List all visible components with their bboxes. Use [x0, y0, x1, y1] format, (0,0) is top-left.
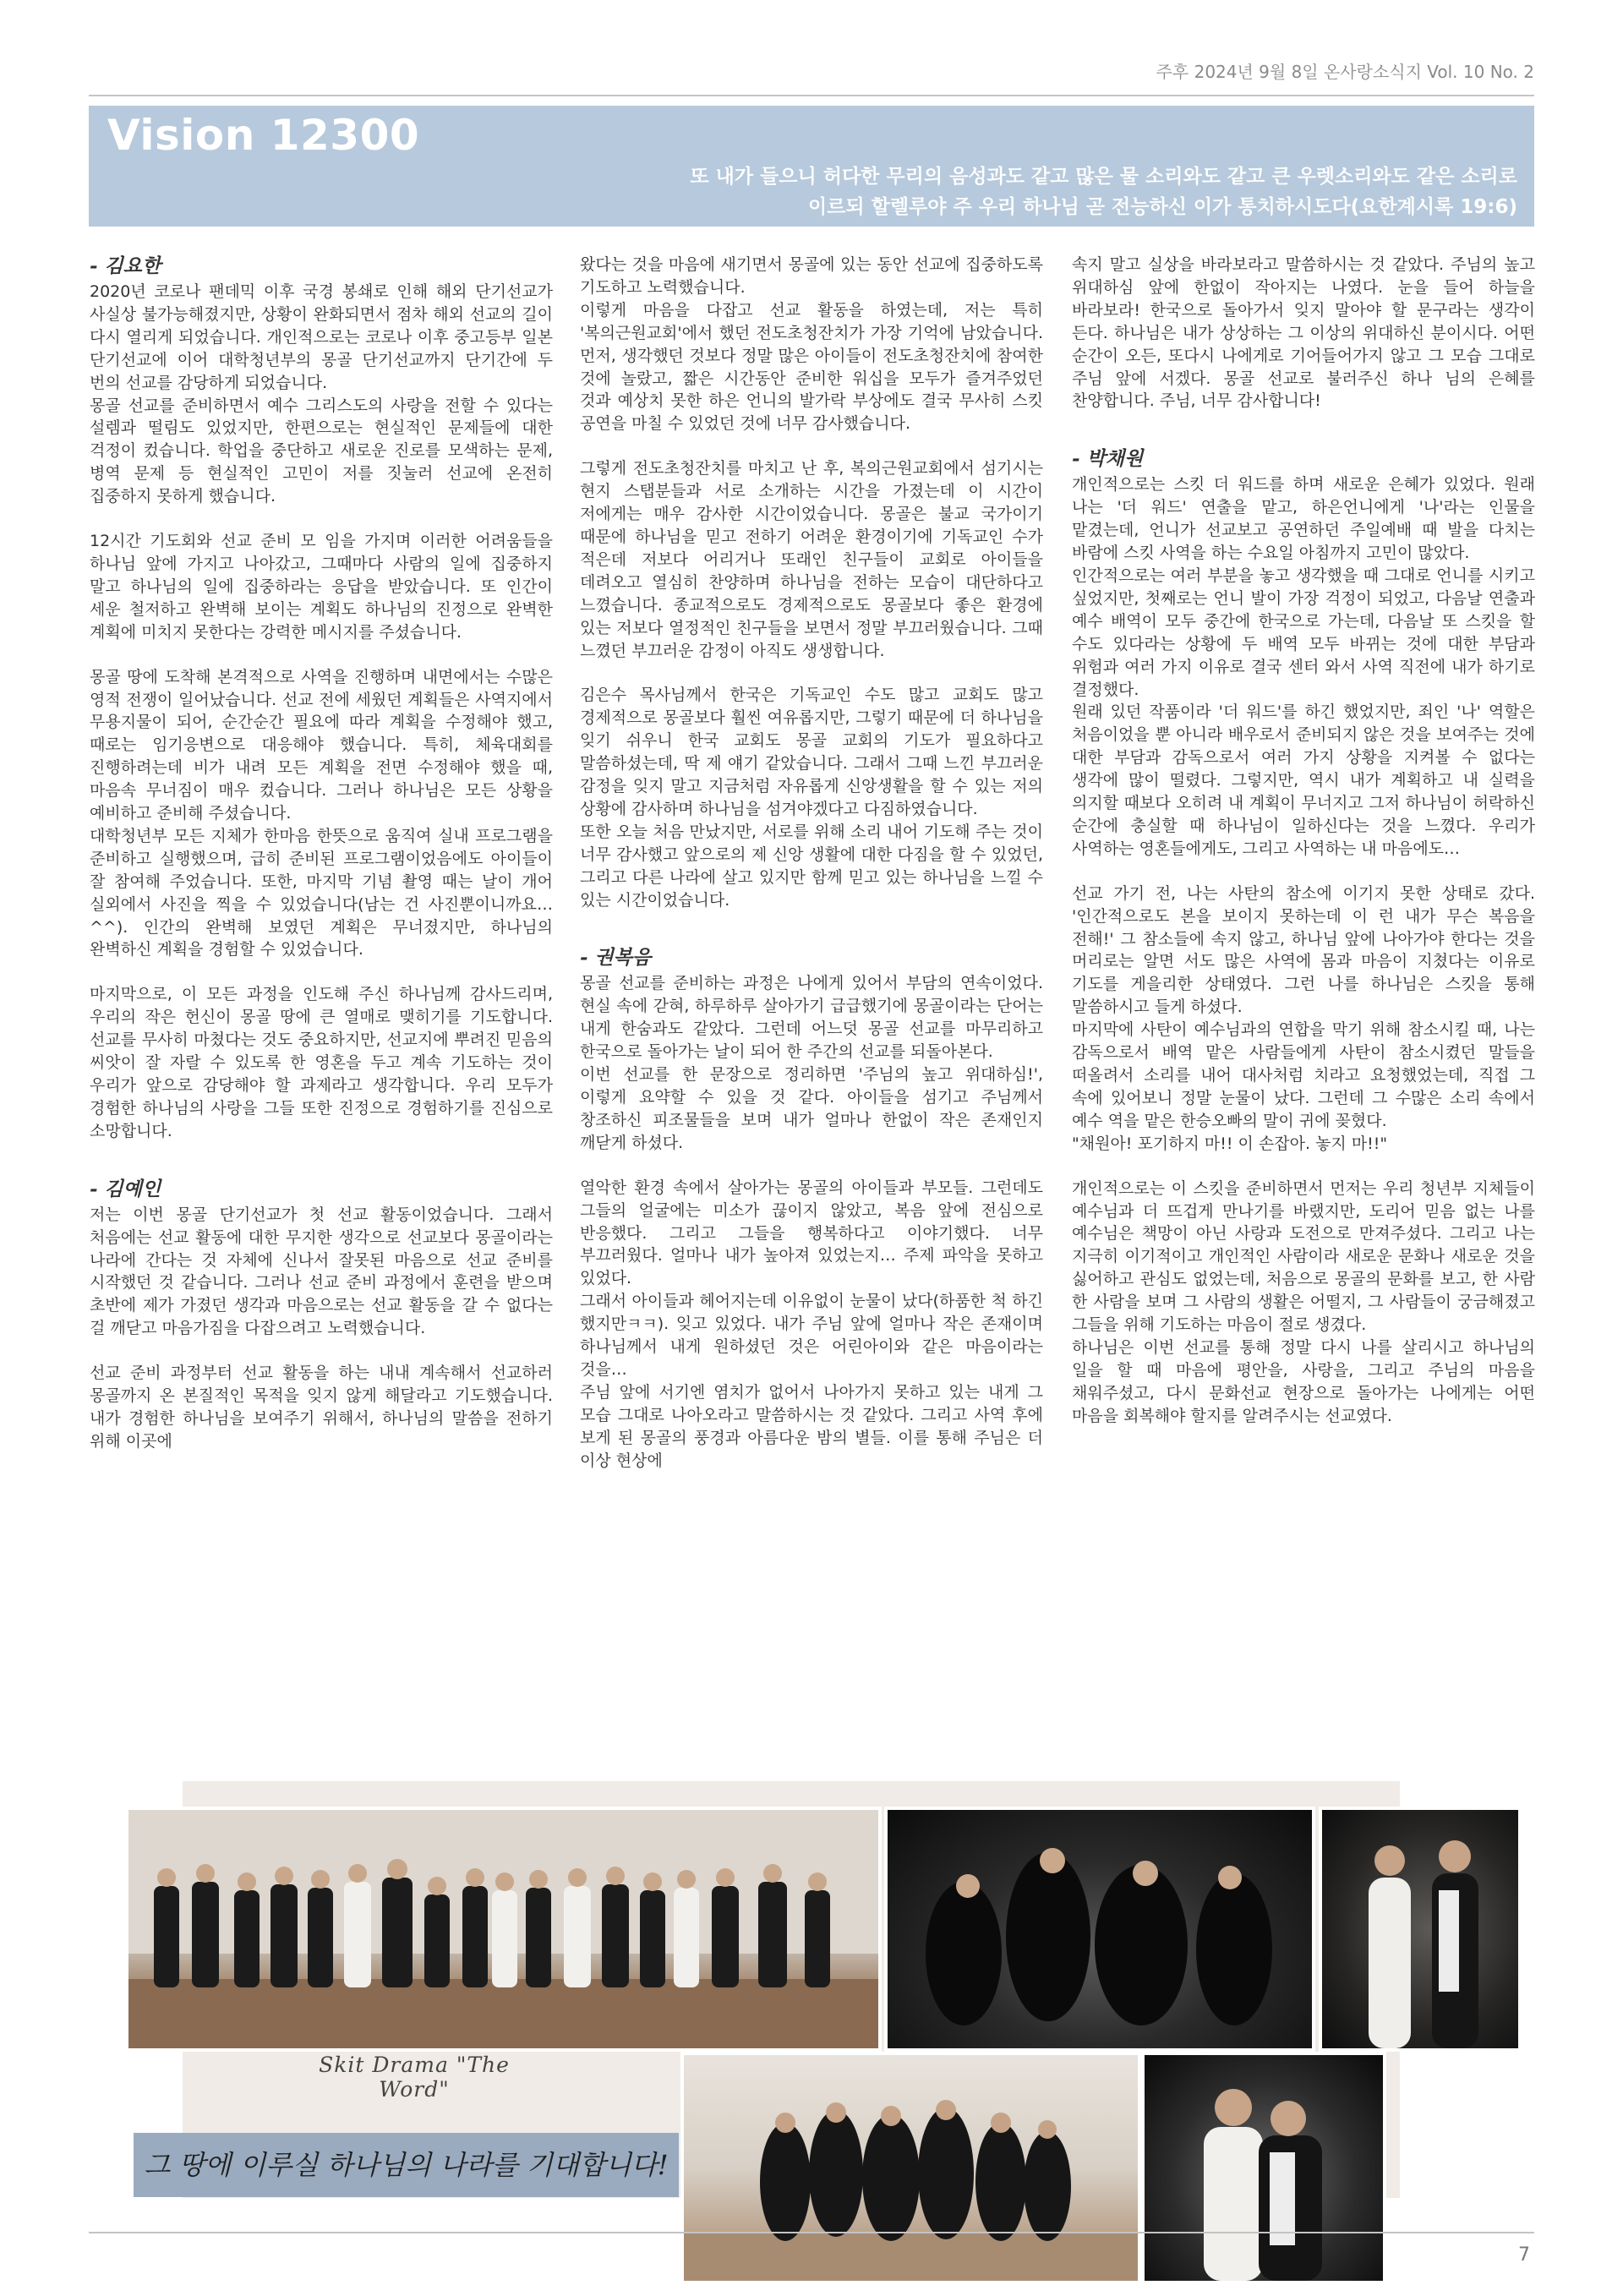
header-divider — [89, 95, 1534, 96]
paragraph: 원래 있던 작품이라 '더 워드'를 하긴 했었지만, 죄인 '나' 역할은 처음이었을 뿐 아니라 배우로서 준비되지 않은 것을 보여주는 것에 대한 부담과 감독으로서 여러 가지 상황을 지켜볼 수 없다는 생각에 많이 떨렸다. 그렇지만, 역시 내가 계획하고 내 실력을 의지할 때보다 오히려 내 계획이 무너지고 그저 하나님이 허락하신 순간에 충실할 때 하나님이 일하신다는 것을 느꼈다. 우리가 사역하는 영혼들에게도, 그리고 사역하는 내 마음에도… — [1072, 702, 1535, 858]
hope-caption: 그 땅에 이루실 하나님의 나라를 기대합니다! — [144, 2149, 669, 2181]
author-name: - 박채원 — [1072, 447, 1144, 471]
paragraph: 주님 앞에 서기엔 염치가 없어서 나아가지 못하고 있는 내게 그 모습 그대로 나아오라고 말씀하시는 것 같았다. 그리고 사역 후에 보게 된 몽골의 풍경과 아름다운 밤의 별들. 이를 통해 주님은 더 이상 현상에 — [580, 1382, 1043, 1470]
skit-embrace-image — [1141, 2052, 1386, 2284]
author-name: - 김요한 — [90, 254, 161, 277]
paragraph: 하나님은 이번 선교를 통해 정말 다시 나를 살리시고 하나님의 일을 할 때 마음에 평안을, 사랑을, 그리고 주님의 마음을 채워주셨고, 다시 문화선교 현장으로 돌아가는 나에게는 어떤 마음을 회복해야 할지를 알려주시는 선교였다. — [1072, 1337, 1535, 1425]
article-column-1 — [90, 254, 553, 1453]
paragraph: 마지막에 사탄이 예수님과의 연합을 막기 위해 참소시킬 때, 나는 감독으로서 배역 맡은 사람들에게 사탄이 참소시켰던 말들을 떠올려서 소리를 내어 대사처럼 치라고 요청했었는데, 직접 그 속에 있어보니 정말 눈물이 났다. 그런데 그 수많은 소리 속에서 예수 역을 맡은 한승오빠의 말이 귀에 꽂혔다. — [1072, 1020, 1535, 1130]
paragraph: 개인적으로는 이 스킷을 준비하면서 먼저는 우리 청년부 지체들이 예수님과 더 뜨겁게 만나기를 바랬지만, 도리어 믿음 없는 나를 예수님은 책망이 아닌 사랑과 도전으로 만져주셨다. 그리고 나는 지극히 이기적이고 개인적인 사람이라 새로운 문화나 새로운 것을 싫어하고 관심도 없었는데, 처음으로 몽골의 문화를 보고, 한 사람 한 사람을 보며 그 사람의 생활은 어떨지, 그 사람들이 궁금해졌고 그들을 위해 기도하는 마음이 절로 생겼다. — [1072, 1178, 1535, 1335]
paragraph: 이번 선교를 한 문장으로 정리하면 '주님의 높고 위대하심!', 이렇게 요약할 수 있을 것 같다. 아이들을 섬기고 주님께서 창조하신 피조물들을 보며 내가 얼마나 한없이 작은 존재인지 깨닫게 하셨다. — [580, 1065, 1043, 1152]
skit-group-image — [680, 2052, 1141, 2284]
banner-verse — [418, 161, 1517, 222]
page-number: 7 — [1518, 2244, 1530, 2266]
paragraph: 개인적으로는 스킷 더 워드를 하며 새로운 은혜가 있었다. 원래 나는 '더 워드' 연출을 맡고, 하은언니에게 '나'라는 인물을 맡겼는데, 언니가 선교보고 공연하던 주일예배 때 발을 다치는 바람에 스킷 사역을 하는 수요일 아침까지 고민이 많았다. — [1072, 475, 1535, 563]
paragraph: 몽골 땅에 도착해 본격적으로 사역을 진행하며 내면에서는 수많은 영적 전쟁이 일어났습니다. 선교 전에 세웠던 계획들은 사역지에서 무용지물이 되어, 순간순간 필요에 따라 계획을 수정해야 했고, 때로는 임기응변으로 대응해야 했습니다. 특히, 체육대회를 진행하려는데 비가 내려 모든 계획을 전면 수정해야 했을 때, 마음속 무너짐이 매우 컸습니다. 그러나 하나님은 모든 상황을 예비하고 준비해 주셨습니다. — [90, 667, 553, 823]
paragraph: 이렇게 마음을 다잡고 선교 활동을 하였는데, 저는 특히 '복의근원교회'에서 했던 전도초청잔치가 가장 기억에 남았습니다. 먼저, 생각했던 것보다 정말 많은 아이들이 전도초청잔치에 참여한 것에 놀랐고, 짧은 시간동안 준비한 워십을 모두가 즐겨주었던 것과 예상치 못한 하은 언니의 발가락 부상에도 결국 무사히 스킷 공연을 마칠 수 있었던 것에 너무 감사했습니다. — [580, 300, 1043, 434]
article-column-2 — [580, 254, 1043, 1473]
author-name: - 김예인 — [90, 1177, 161, 1200]
vision-banner — [89, 106, 1534, 227]
paragraph: 속지 말고 실상을 바라보라고 말씀하시는 것 같았다. 주님의 높고 위대하심 앞에 한없이 작아지는 나였다. 눈을 들어 하늘을 바라보라! 한국으로 돌아가서 잊지 말아야 할 문구라는 생각이 든다. 하나님은 내가 상상하는 그 이상의 위대하신 분이시다. 어떤 순간이 오든, 또다시 나에게로 기어들어가지 않고 그 모습 그대로 주님 앞에 서겠다. 몽골 선교로 불러주신 하나 님의 은혜를 찬양합니다. 주님, 너무 감사합니다! — [1072, 255, 1535, 411]
skit-pair-image — [1319, 1807, 1522, 2052]
paragraph: 그렇게 전도초청잔치를 마치고 난 후, 복의근원교회에서 섬기시는 현지 스탭분들과 서로 소개하는 시간을 가졌는데 이 시간이 저에게는 매우 감사한 시간이었습니다. 몽골은 불교 국가이기 때문에 하나님을 믿고 전하기 어려운 환경이기에 기독교인 수가 적은데 저보다 어리거나 또래인 친구들이 교회로 아이들을 데려오고 열심히 찬양하며 하나님을 전하는 모습이 대단하다고 느꼈습니다. 종교적으로도 경제적으로도 몽골보다 좋은 환경에 있는 저보다 열정적인 친구들을 보면서 정말 부끄러웠습니다. 그때 느꼈던 부끄러운 감정이 아직도 생생합니다. — [580, 459, 1043, 660]
banner-title: Vision 12300 — [107, 111, 420, 160]
paragraph: 그래서 아이들과 헤어지는데 이유없이 눈물이 났다(하품한 척 하긴 했지만ㅋㅋ). 잊고 있었다. 내가 주님 앞에 얼마나 작은 존재이며 하나님께서 내게 원하셨던 것은 어린아이와 같은 마음이라는 것을… — [580, 1292, 1043, 1379]
paragraph: 인간적으로는 여러 부분을 놓고 생각했을 때 그대로 언니를 시키고 싶었지만, 첫째로는 언니 발이 가장 걱정이 되었고, 다음날 연출과 예수 배역이 모두 중간에 한국으로 가는데, 다음날 또 스킷을 할 수도 있다라는 상황에 두 배역 모두 바뀌는 것에 대한 부담과 위험과 여러 가지 이유로 결국 센터 와서 사역 직전에 내가 하기로 결정했다. — [1072, 566, 1535, 699]
footer-divider — [89, 2232, 1534, 2233]
paragraph: 2020년 코로나 팬데믹 이후 국경 봉쇄로 인해 해외 단기선교가 사실상 불가능해졌지만, 상황이 완화되면서 점차 해외 선교의 길이 다시 열리게 되었습니다. 개인적으로는 코로나 이후 중고등부 일본 단기선교에 이어 대학청년부의 몽골 단기선교까지 단기간에 두 번의 선교를 감당하게 되었습니다. — [90, 282, 553, 392]
paragraph: 몽골 선교를 준비하면서 예수 그리스도의 사랑을 전할 수 있다는 설렘과 떨림도 있었지만, 한편으로는 현실적인 문제들에 대한 걱정이 컸습니다. 학업을 중단하고 새로운 진로를 모색하는 문제, 병역 문제 등 현실적인 고민이 저를 짓눌러 선교에 온전히 집중하지 못하게 했습니다. — [90, 396, 553, 506]
paragraph: 김은수 목사님께서 한국은 기독교인 수도 많고 교회도 많고 경제적으로 몽골보다 훨씬 여유롭지만, 그렇기 때문에 더 하나님을 잊기 쉬우니 한국 교회도 몽골 교회의 기도가 필요하다고 말씀하셨는데, 딱 제 얘기 같았습니다. 그래서 그때 느낀 부끄러운 감정을 잊지 말고 지금처럼 자유롭게 신앙생활을 할 수 있는 저의 상황에 감사하며 하나님을 섬겨야겠다고 다짐하였습니다. — [580, 686, 1043, 818]
paragraph: 선교 준비 과정부터 선교 활동을 하는 내내 계속해서 선교하러 몽골까지 온 본질적인 목적을 잊지 않게 해달라고 기도했습니다. 내가 경험한 하나님을 보여주기 위해서, 하나님의 말씀을 전하기 위해 이곳에 — [90, 1364, 553, 1451]
paragraph: 대학청년부 모든 지체가 한마음 한뜻으로 움직여 실내 프로그램을 준비하고 실행했으며, 급히 준비된 프로그램이었음에도 아이들이 잘 참여해 주었습니다. 또한, 마지막 기념 촬영 때는 날이 개어 실외에서 사진을 찍을 수 있었습니다(남는 건 사진뿐이니까요…^^). 인간의 완벽해 보였던 계획은 무너졌지만, 하나님의 완벽하신 계획을 경험할 수 있었습니다. — [90, 826, 553, 959]
skit-scene-image — [884, 1807, 1315, 2052]
verse-line-1: 또 내가 들으니 허다한 무리의 음성과도 같고 많은 물 소리와도 같고 큰 우렛소리와도 같은 소리로 — [690, 166, 1517, 188]
skit-drama-caption: Skit Drama "The Word" — [319, 2053, 510, 2102]
hope-caption-bar — [134, 2133, 679, 2197]
paragraph: 왔다는 것을 마음에 새기면서 몽골에 있는 동안 선교에 집중하도록 기도하고 노력했습니다. — [580, 255, 1043, 297]
verse-line-2: 이르되 할렐루야 주 우리 하나님 곧 전능하신 이가 통치하시도다(요한계시록 19:6) — [807, 196, 1517, 218]
issue-header: 주후 2024년 9월 8일 온사랑소식지 Vol. 10 No. 2 — [1156, 62, 1534, 82]
paragraph: 저는 이번 몽골 단기선교가 첫 선교 활동이었습니다. 그래서 처음에는 선교 활동에 대한 무지한 생각으로 선교보다 몽골이라는 나라에 간다는 것 자체에 신나서 잘못된 마음으로 선교 준비를 시작했던 것 같습니다. 그러나 선교 준비 과정에서 훈련을 받으며 초반에 제가 가졌던 생각과 마음으로는 선교 활동을 갈 수 없다는 걸 깨닫고 마음가짐을 다잡으려고 노력했습니다. — [90, 1205, 553, 1338]
paragraph: 12시간 기도회와 선교 준비 모 임을 가지며 이러한 어려움들을 하나님 앞에 가지고 나아갔고, 그때마다 사람의 일에 집중하지 말고 하나님의 일에 집중하라는 응답을 받았습니다. 또 인간이 세운 철저하고 완벽해 보이는 계획도 하나님의 진정으로 완벽한 계획에 미치지 못한다는 강력한 메시지를 주셨습니다. — [90, 532, 553, 642]
article-column-3 — [1072, 254, 1535, 1428]
paragraph: 마지막으로, 이 모든 과정을 인도해 주신 하나님께 감사드리며, 우리의 작은 헌신이 몽골 땅에 큰 열매로 맺히기를 기도합니다. 선교를 무사히 마쳤다는 것도 중요하지만, 선교지에 뿌려진 믿음의 씨앗이 잘 자랄 수 있도록 한 영혼을 두고 계속 기도하는 것이 우리가 앞으로 감당해야 할 과제라고 생각합니다. 우리 모두가 경험한 하나님의 사랑을 그들 또한 진정으로 경험하기를 진심으로 소망합니다. — [90, 985, 553, 1140]
paragraph: 또한 오늘 처음 만났지만, 서로를 위해 소리 내어 기도해 주는 것이 너무 감사했고 앞으로의 제 신앙 생활에 대한 다짐을 할 수 있었던, 그리고 다른 나라에 살고 있지만 함께 믿고 있는 하나님을 느낄 수 있는 시간이었습니다. — [580, 822, 1043, 910]
group-photo-image — [125, 1807, 882, 2052]
author-name: - 권복음 — [580, 946, 652, 970]
paragraph: 선교 가기 전, 나는 사탄의 참소에 이기지 못한 상태로 갔다. '인간적으로도 본을 보이지 못하는데 이 런 내가 무슨 복음을 전해!' 그 참소들에 속지 않고, 하나님 앞에 나아가야 한다는 것을 머리로는 알면 서도 많은 사역에 몸과 마음이 지쳤다는 이유로 기도를 게을리한 상태였다. 그런 나를 하나님은 스킷을 통해 말씀하시고 들게 하셨다. — [1072, 883, 1535, 1017]
paragraph: 열악한 환경 속에서 살아가는 몽골의 아이들과 부모들. 그런데도 그들의 얼굴에는 미소가 끊이지 않았고, 복음 앞에 전심으로 반응했다. 그리고 그들을 행복하다고 이야기했다. 너무 부끄러웠다. 얼마나 내가 높아져 있었는지… 주제 파악을 못하고 있었다. — [580, 1178, 1043, 1288]
paragraph: "채원아! 포기하지 마!! 이 손잡아. 놓지 마!!" — [1072, 1134, 1388, 1153]
paragraph: 몽골 선교를 준비하는 과정은 나에게 있어서 부담의 연속이었다. 현실 속에 갇혀, 하루하루 살아가기 급급했기에 몽골이라는 단어는 내게 한숨과도 같았다. 그런데 어느덧 몽골 선교를 마무리하고 한국으로 돌아가는 날이 되어 한 주간의 선교를 되돌아본다. — [580, 974, 1043, 1062]
